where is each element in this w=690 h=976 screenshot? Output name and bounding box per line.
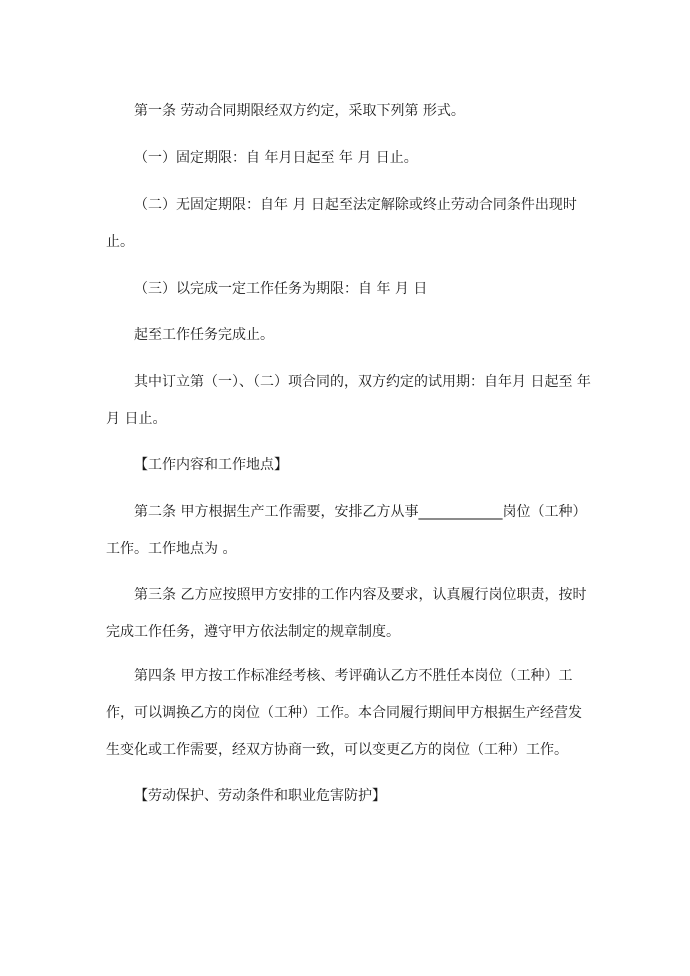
section-heading-labor-protection: 【劳动保护、劳动条件和职业危害防护】 bbox=[134, 788, 386, 804]
term-fixed-paragraph: （一）固定期限：自 年月日起至 年 月 日止。 bbox=[134, 150, 418, 166]
article-2-paragraph: 第二条 甲方根据生产工作需要，安排乙方从事____________岗位（工种）工作。工作地点为 。 bbox=[106, 504, 587, 557]
section-heading-work-content: 【工作内容和工作地点】 bbox=[134, 457, 288, 473]
task-completion-paragraph: 起至工作任务完成止。 bbox=[134, 327, 274, 343]
article-3-paragraph: 第三条 乙方应按照甲方安排的工作内容及要求，认真履行岗位职责，按时完成工作任务，遵守甲方依法制定的规章制度。 bbox=[106, 587, 587, 640]
article-4-paragraph: 第四条 甲方按工作标准经考核、考评确认乙方不胜任本岗位（工种）工作，可以调换乙方的岗位（工种）工作。本合同履行期间甲方根据生产经营发生变化或工作需要，经双方协商一致，可以变更乙方的岗位（工种）工作。 bbox=[106, 668, 582, 758]
term-task-based-paragraph: （三）以完成一定工作任务为期限：自 年 月 日 bbox=[134, 281, 428, 297]
article-1-paragraph: 第一条 劳动合同期限经双方约定，采取下列第 形式。 bbox=[134, 103, 465, 119]
term-open-ended-paragraph: （二）无固定期限：自年 月 日起至法定解除或终止劳动合同条件出现时止。 bbox=[106, 197, 577, 250]
probation-paragraph: 其中订立第（一）、（二）项合同的，双方约定的试用期：自年月 日起至 年 月 日止。 bbox=[106, 374, 591, 427]
